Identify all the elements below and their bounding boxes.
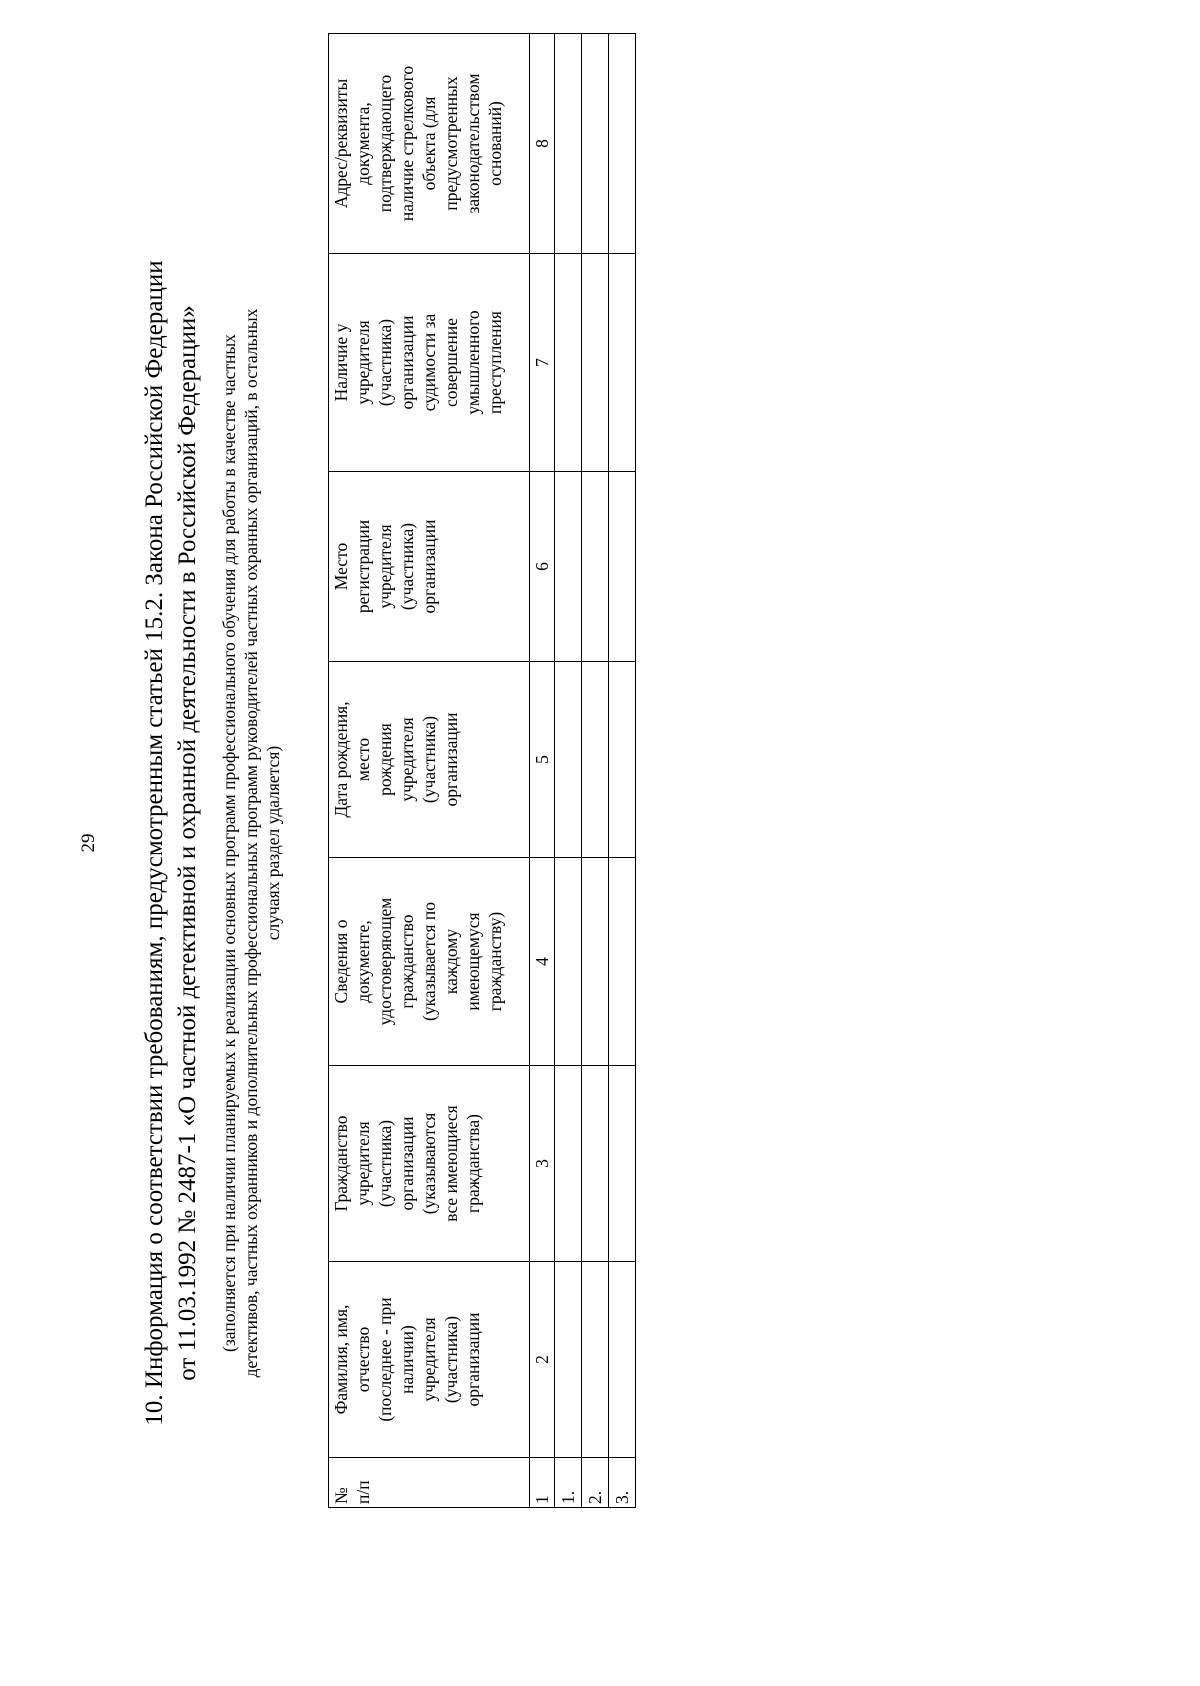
header-line: (участника) xyxy=(375,1119,395,1208)
table-cell xyxy=(609,34,636,254)
header-line: (участника) xyxy=(375,318,395,407)
header-line: (указывается по xyxy=(419,902,439,1021)
table-cell xyxy=(609,662,636,858)
header-line: совершение xyxy=(441,318,461,407)
table-row xyxy=(609,34,636,1508)
header-line: гражданству) xyxy=(485,911,505,1012)
table-cell xyxy=(609,1262,636,1458)
header-line: имеющемуся xyxy=(463,912,483,1011)
header-line: законодательством xyxy=(463,73,483,214)
row-number-cell: 3. xyxy=(609,1458,636,1508)
header-line: подтверждающего xyxy=(375,74,395,213)
table-cell xyxy=(609,254,636,472)
index-cell: 4 xyxy=(530,858,555,1066)
header-cell-birth xyxy=(329,662,530,858)
header-line: судимости за xyxy=(419,313,439,412)
header-line: (участника) xyxy=(397,522,417,611)
index-cell: 6 xyxy=(530,472,555,662)
index-cell: 1 xyxy=(530,1458,555,1508)
title-line-2: от 11.03.1992 № 2487-1 «О частной детективной и охранной деятельности в Российской Федерации» xyxy=(174,305,201,1381)
header-line: удостоверяющем xyxy=(375,897,395,1026)
header-line: гражданства) xyxy=(463,1114,483,1213)
index-cell: 7 xyxy=(530,254,555,472)
table-cell xyxy=(609,858,636,1066)
header-line: Наличие у xyxy=(331,323,351,402)
title-line-1: 10. Информация о соответствии требованиям, предусмотренным статьей 15.2. Закона Российской Федерации xyxy=(141,260,168,1426)
header-line: наличии) xyxy=(397,1325,417,1394)
index-cell: 8 xyxy=(530,34,555,254)
table-cell xyxy=(609,1066,636,1262)
header-line: учредителя xyxy=(353,320,373,405)
section-title xyxy=(138,0,204,1686)
header-line: умышленного xyxy=(463,310,483,415)
header-line: Фамилия, имя, xyxy=(331,1304,351,1415)
index-cell: 3 xyxy=(530,1066,555,1262)
header-line: все имеющиеся xyxy=(441,1105,461,1222)
table-cell xyxy=(555,1066,582,1262)
header-line: наличие стрелкового xyxy=(397,65,417,222)
row-number-cell: 2. xyxy=(582,1458,609,1508)
header-line: организации xyxy=(463,1312,483,1407)
table-header-row xyxy=(329,34,530,1508)
header-line: организации xyxy=(441,712,461,807)
header-cell-registration xyxy=(329,472,530,662)
founders-table xyxy=(328,33,636,1508)
header-line: регистрации xyxy=(353,519,373,614)
table-row xyxy=(582,34,609,1508)
header-line: документе, xyxy=(353,920,373,1003)
header-line: предусмотренных xyxy=(441,76,461,211)
header-cell-criminal-record xyxy=(329,254,530,472)
header-line: Гражданство xyxy=(331,1115,351,1212)
index-cell: 2 xyxy=(530,1262,555,1458)
header-line: преступления xyxy=(485,311,505,414)
table-cell xyxy=(555,858,582,1066)
header-line: (участника) xyxy=(419,715,439,804)
header-line: каждому xyxy=(441,928,461,995)
index-cell: 5 xyxy=(530,662,555,858)
table-cell xyxy=(582,34,609,254)
header-cell-full-name xyxy=(329,1262,530,1458)
header-line: организации xyxy=(397,315,417,410)
note-line-1: (заполняется при наличии планируемых к реализации основных программ профессионального обучения для работы в качестве частных xyxy=(219,334,239,1352)
header-cell-number xyxy=(329,1458,530,1508)
header-line: учредителя xyxy=(397,717,417,802)
header-line: (последнее - при xyxy=(375,1297,395,1422)
header-line: гражданство xyxy=(397,914,417,1009)
section-note xyxy=(218,120,284,1566)
page-number: 29 xyxy=(78,833,99,853)
header-line: учредителя xyxy=(375,524,395,609)
table-cell xyxy=(609,472,636,662)
table-cell xyxy=(555,254,582,472)
header-line: рождения xyxy=(375,723,395,796)
table-cell xyxy=(582,858,609,1066)
header-line: объекта (для xyxy=(419,96,439,191)
table-cell xyxy=(555,472,582,662)
header-line: Дата рождения, xyxy=(331,701,351,818)
note-line-2: детективов, частных охранников и дополнительных профессиональных программ руководителей частных охранных организаций, в остальных xyxy=(241,308,261,1378)
table-cell xyxy=(582,472,609,662)
table-cell xyxy=(582,254,609,472)
row-number-cell: 1. xyxy=(555,1458,582,1508)
header-line: Место xyxy=(331,542,351,591)
header-line: Адрес/реквизиты xyxy=(331,78,351,209)
header-cell-citizenship-document xyxy=(329,858,530,1066)
table-row xyxy=(555,34,582,1508)
header-line: учредителя xyxy=(419,1317,439,1402)
header-line: учредителя xyxy=(353,1121,373,1206)
table-cell xyxy=(555,1262,582,1458)
note-line-3: случаях раздел удаляется) xyxy=(263,745,283,941)
header-line: место xyxy=(353,737,373,782)
header-line: оснований) xyxy=(485,101,505,186)
header-line: (участника) xyxy=(441,1315,461,1404)
header-line: документа, xyxy=(353,102,373,185)
table-cell xyxy=(582,662,609,858)
header-line: отчество xyxy=(353,1326,373,1393)
header-line: организации xyxy=(397,1116,417,1211)
table-cell xyxy=(582,1262,609,1458)
header-line: (указываются xyxy=(419,1112,439,1215)
header-line: организации xyxy=(419,519,439,614)
header-cell-citizenship xyxy=(329,1066,530,1262)
header-line: Сведения о xyxy=(331,919,351,1004)
header-cell-shooting-range xyxy=(329,34,530,254)
header-line: п/п xyxy=(353,1480,373,1504)
column-index-row xyxy=(530,34,555,1508)
table-cell xyxy=(582,1066,609,1262)
table-cell xyxy=(555,34,582,254)
header-line: № xyxy=(331,1487,351,1504)
table-cell xyxy=(555,662,582,858)
